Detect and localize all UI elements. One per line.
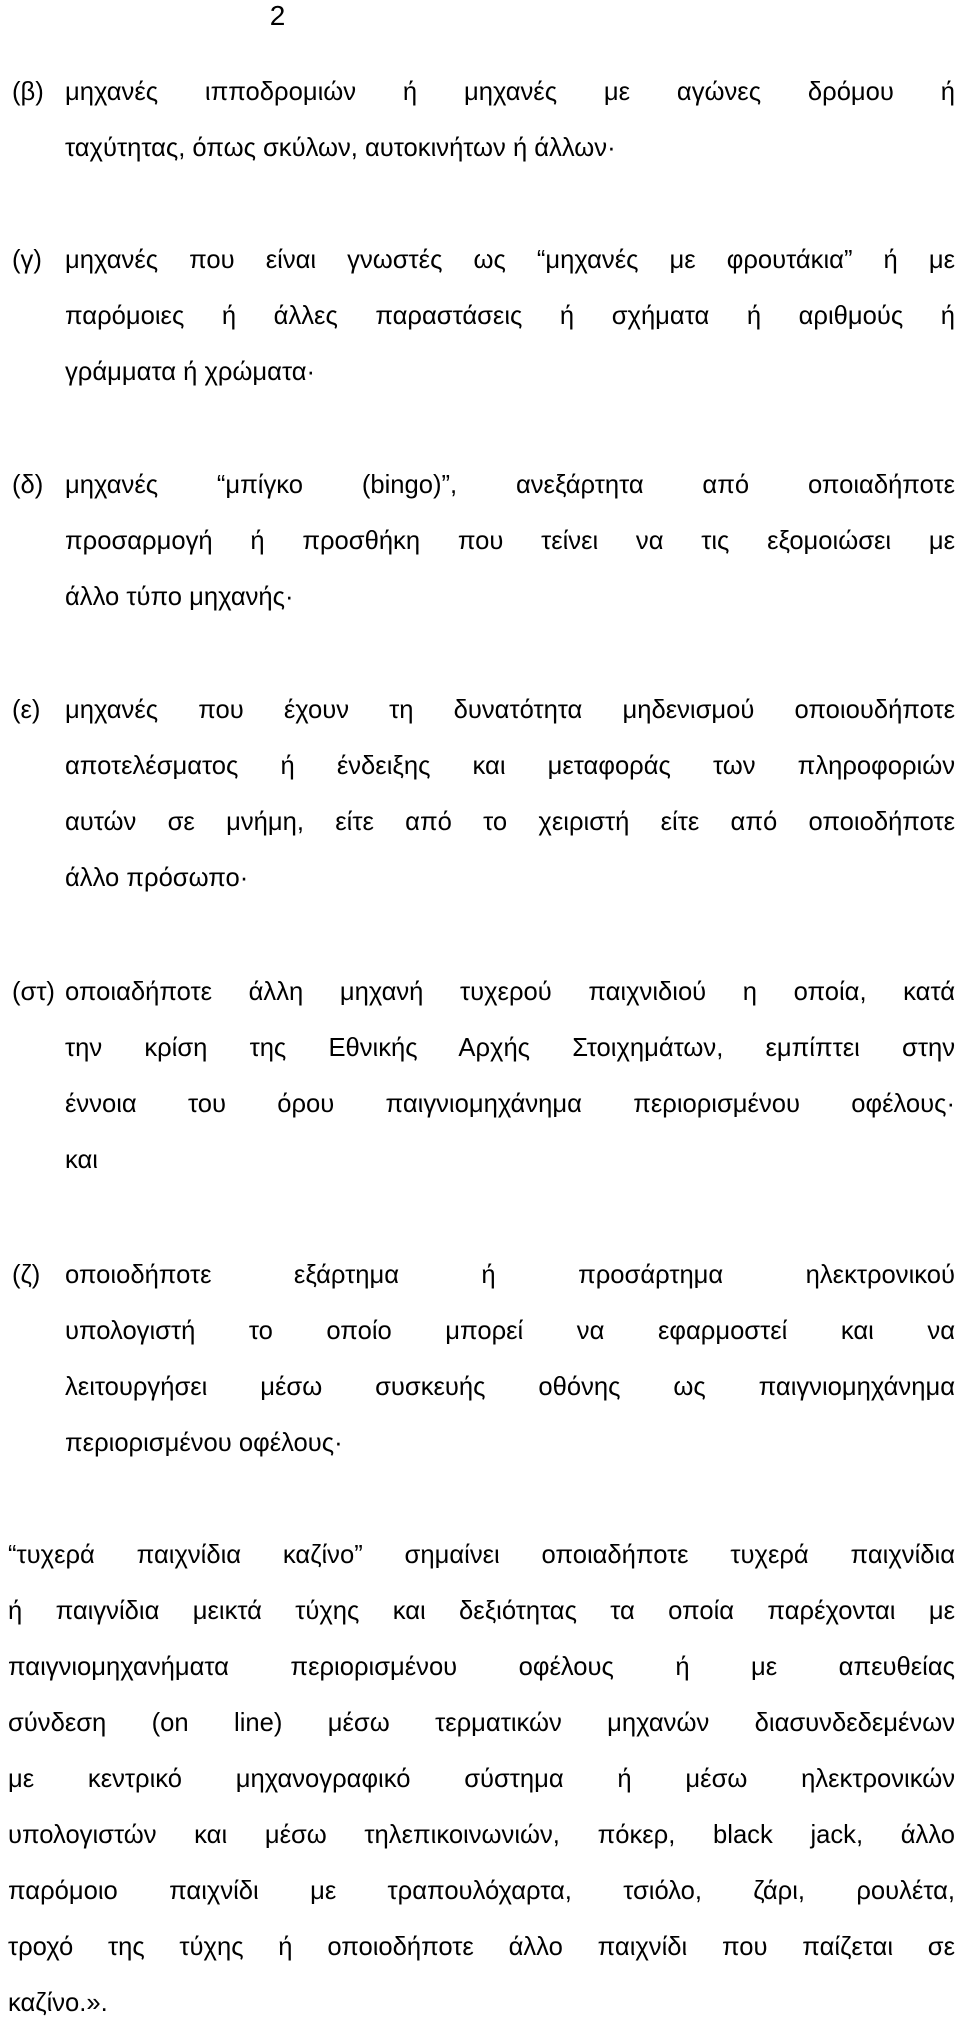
item-marker: (ε): [12, 696, 41, 724]
item-marker: (β): [12, 78, 44, 106]
item-marker: (δ): [12, 471, 44, 499]
item-line: γράμματα ή χρώματα·: [65, 358, 316, 386]
paragraph-line: υπολογιστών και μέσω τηλεπικοινωνιών, πόκερ, black jack, άλλο: [8, 1821, 955, 1849]
item-line: λειτουργήσει μέσω συσκευής οθόνης ως παιγνιομηχάνημα: [65, 1373, 955, 1401]
paragraph-line: με κεντρικό μηχανογραφικό σύστημα ή μέσω ηλεκτρονικών: [8, 1765, 955, 1793]
item-line: άλλο τύπο μηχανής·: [65, 583, 294, 611]
item-marker: (ζ): [12, 1261, 41, 1289]
paragraph-line: τροχό της τύχης ή οποιοδήποτε άλλο παιχνίδι που παίζεται σε: [8, 1933, 955, 1961]
item-line: υπολογιστή το οποίο μπορεί να εφαρμοστεί και να: [65, 1317, 955, 1345]
paragraph-line: παιγνιομηχανήματα περιορισμένου οφέλους ή με απευθείας: [8, 1653, 955, 1681]
item-line: έννοια του όρου παιγνιομηχάνημα περιορισμένου οφέλους·: [65, 1090, 955, 1118]
item-line: παρόμοιες ή άλλες παραστάσεις ή σχήματα ή αριθμούς ή: [65, 302, 955, 330]
page-number: 2: [269, 0, 286, 31]
item-line: περιορισμένου οφέλους·: [65, 1429, 343, 1457]
item-line: μηχανές ιπποδρομιών ή μηχανές με αγώνες δρόμου ή: [65, 78, 955, 106]
paragraph-line: “τυχερά παιχνίδια καζίνο” σημαίνει οποιαδήποτε τυχερά παιχνίδια: [8, 1541, 955, 1569]
item-line: αποτελέσματος ή ένδειξης και μεταφοράς των πληροφοριών: [65, 752, 955, 780]
paragraph-line: σύνδεση (on line) μέσω τερματικών μηχανών διασυνδεδεμένων: [8, 1709, 955, 1737]
item-line: αυτών σε μνήμη, είτε από το χειριστή είτε από οποιοδήποτε: [65, 808, 955, 836]
item-line: μηχανές που είναι γνωστές ως “μηχανές με φρουτάκια” ή με: [65, 246, 955, 274]
item-line: την κρίση της Εθνικής Αρχής Στοιχημάτων, εμπίπτει στην: [65, 1034, 955, 1062]
item-line: προσαρμογή ή προσθήκη που τείνει να τις εξομοιώσει με: [65, 527, 955, 555]
item-line: μηχανές που έχουν τη δυνατότητα μηδενισμού οποιουδήποτε: [65, 696, 955, 724]
item-line: οποιαδήποτε άλλη μηχανή τυχερού παιχνιδιού η οποία, κατά: [65, 978, 955, 1006]
item-line: και: [65, 1146, 98, 1174]
paragraph-line: ή παιγνίδια μεικτά τύχης και δεξιότητας τα οποία παρέχονται με: [8, 1597, 955, 1625]
paragraph-line: παρόμοιο παιχνίδι με τραπουλόχαρτα, τσιόλο, ζάρι, ρουλέτα,: [8, 1877, 955, 1905]
item-line: μηχανές “μπίγκο (bingo)”, ανεξάρτητα από οποιαδήποτε: [65, 471, 955, 499]
item-marker: (στ): [12, 978, 55, 1006]
item-marker: (γ): [12, 246, 42, 274]
item-line: άλλο πρόσωπο·: [65, 864, 249, 892]
paragraph-line: καζίνο.».: [8, 1989, 108, 2017]
item-line: ταχύτητας, όπως σκύλων, αυτοκινήτων ή άλλων·: [65, 134, 616, 162]
item-line: οποιοδήποτε εξάρτημα ή προσάρτημα ηλεκτρονικού: [65, 1261, 955, 1289]
